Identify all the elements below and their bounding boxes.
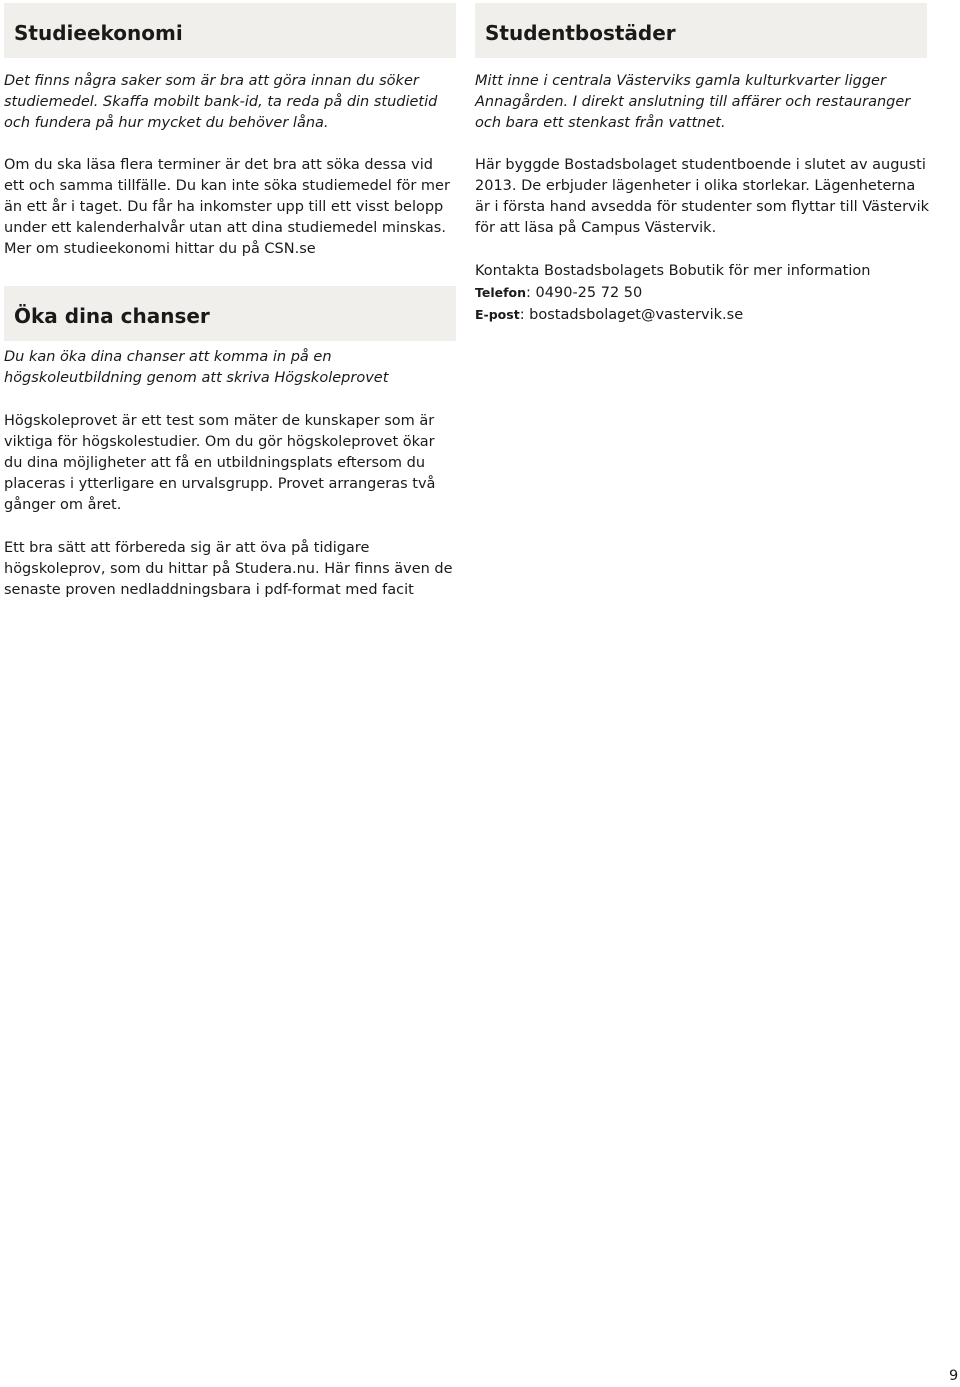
text-line: Högskoleprovet är ett test som mäter de kunskaper som är (4, 413, 435, 429)
text-line: ett och samma tillfälle. Du kan inte söka studiemedel för mer (4, 178, 450, 194)
oka-chanser-body-1 (4, 411, 456, 516)
text-line: Det finns några saker som är bra att göra innan du söker (4, 73, 419, 89)
text-line: högskoleprov, som du hittar på Studera.nu. Här finns även de (4, 561, 453, 577)
text-line: Mer om studieekonomi hittar du på CSN.se (4, 241, 316, 257)
email-value: : bostadsbolaget@vastervik.se (519, 307, 744, 323)
oka-chanser-heading-box (4, 286, 456, 341)
text-line: senaste proven nedladdningsbara i pdf-format med facit (4, 582, 414, 598)
text-line: viktiga för högskolestudier. Om du gör högskoleprovet ökar (4, 434, 435, 450)
phone-value: : 0490-25 72 50 (526, 285, 643, 301)
phone-label: Telefon (475, 285, 527, 300)
text-line: studiemedel. Skaffa mobilt bank-id, ta reda på din studietid (4, 94, 438, 110)
text-line: och bara ett stenkast från vattnet. (475, 115, 726, 131)
text-line: du dina möjligheter att få en utbildningsplats eftersom du (4, 455, 426, 471)
text-line: Annagården. I direkt anslutning till affärer och restauranger (475, 94, 911, 110)
oka-chanser-body-2 (4, 538, 456, 601)
studieekonomi-heading-box (4, 3, 456, 58)
studieekonomi-intro (4, 71, 456, 134)
text-line: placeras i ytterligare en urvalsgrupp. Provet arrangeras två (4, 476, 436, 492)
text-line: och fundera på hur mycket du behöver låna. (4, 115, 329, 131)
oka-chanser-heading: Öka dina chanser (14, 303, 210, 328)
text-line: än ett år i taget. Du får ha inkomster upp till ett visst belopp (4, 199, 444, 215)
page-number: 9 (949, 1368, 959, 1384)
contact-email (475, 304, 927, 326)
studentbostader-intro (475, 71, 927, 134)
text-line: Här byggde Bostadsbolaget studentboende i slutet av augusti (475, 157, 926, 173)
text-line: Ett bra sätt att förbereda sig är att öva på tidigare (4, 540, 370, 556)
oka-chanser-intro (4, 347, 456, 389)
text-line: Mitt inne i centrala Västerviks gamla kulturkvarter ligger (475, 73, 886, 89)
text-line: 2013. De erbjuder lägenheter i olika storlekar. Lägenheterna (475, 178, 916, 194)
studieekonomi-heading: Studieekonomi (14, 20, 183, 45)
studentbostader-body (475, 155, 930, 239)
text-line: högskoleutbildning genom att skriva Högskoleprovet (4, 370, 389, 386)
contact-phone (475, 282, 927, 304)
studentbostader-heading: Studentbostäder (485, 20, 676, 45)
text-line: gånger om året. (4, 497, 122, 513)
text-line: under ett kalenderhalvår utan att dina studiemedel minskas. (4, 220, 446, 236)
email-label: E-post (475, 307, 520, 322)
studentbostader-heading-box (475, 3, 927, 58)
studieekonomi-body (4, 155, 456, 260)
text-line: för att läsa på Campus Västervik. (475, 220, 717, 236)
text-line: är i första hand avsedda för studenter som flyttar till Västervik (475, 199, 930, 215)
contact-block (475, 261, 927, 326)
text-line: Om du ska läsa flera terminer är det bra att söka dessa vid (4, 157, 433, 173)
text-line: Du kan öka dina chanser att komma in på en (4, 349, 332, 365)
contact-intro: Kontakta Bostadsbolagets Bobutik för mer information (475, 263, 871, 279)
